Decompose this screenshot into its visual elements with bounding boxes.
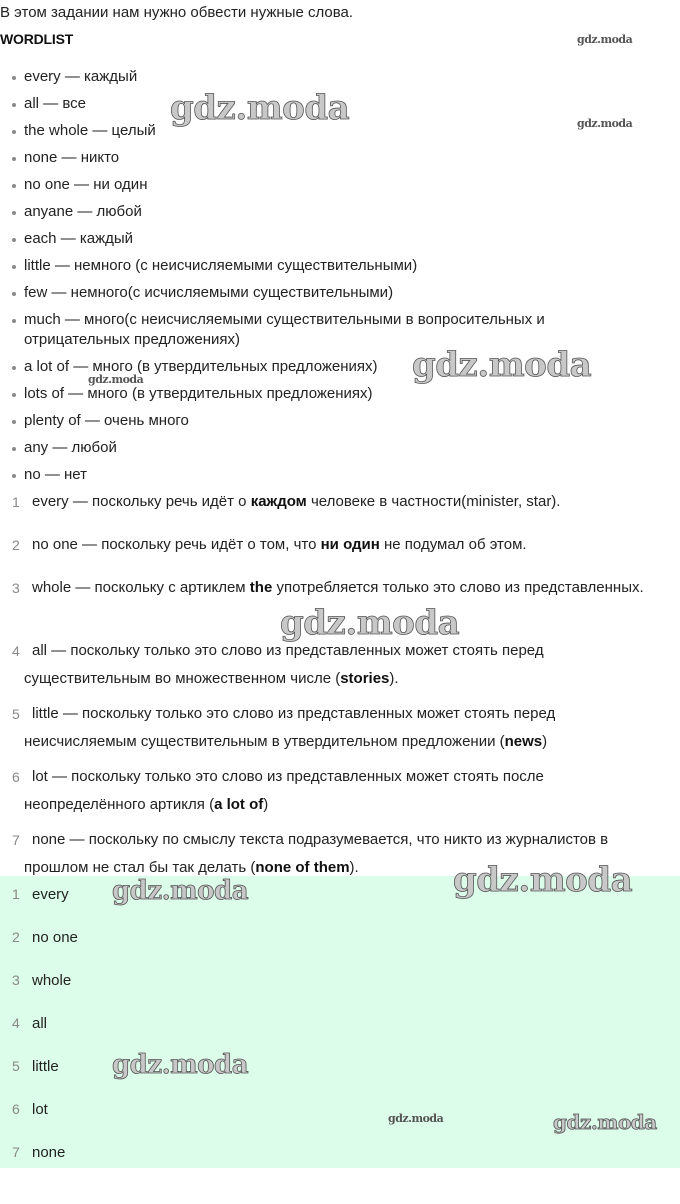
bullet-icon [12,211,16,215]
watermark: gdz.moda [453,860,633,900]
wordlist-item: all — все [12,94,622,114]
wordlist-item: anyane — любой [12,202,622,222]
bullet-icon [12,292,16,296]
wordlist-item: few — немного(с исчисляемыми существительными) [12,283,622,303]
watermark: gdz.moda [577,117,633,130]
wordlist-item: lots of — много (в утвердительных предложениях) [12,384,622,404]
wordlist-item: any — любой [12,438,622,458]
watermark: gdz.moda [112,1050,249,1080]
explanation-item: 5 little — поскольку только это слово из представленных может стоять перед неисчисляемым существительным в утвердительном предложении (news) [12,705,556,750]
explanation-item: 1 every — поскольку речь идёт о каждом человеке в частности(minister, star). [12,493,561,510]
bullet-icon [12,157,16,161]
wordlist-item: no one — ни один [12,175,622,195]
wordlist-item: each — каждый [12,229,622,249]
wordlist-item: much — много(с неисчисляемыми существительными в вопросительных и отрицательных предложениях) [12,310,622,350]
wordlist-item: no — нет [12,465,622,485]
explanation-item: 2 no one — поскольку речь идёт о том, что ни один не подумал об этом. [12,536,527,553]
bullet-icon [12,474,16,478]
wordlist-item: every — каждый [12,67,622,87]
wordlist-item: a lot of — много (в утвердительных предложениях) [12,357,622,377]
watermark: gdz.moda [170,88,350,128]
wordlist-item: the whole — целый [12,121,622,141]
wordlist-item: little — немного (с неисчисляемыми существительными) [12,256,622,276]
watermark: gdz.moda [280,603,460,643]
watermark: gdz.moda [577,33,633,46]
bullet-icon [12,447,16,451]
bullet-icon [12,130,16,134]
bullet-icon [12,103,16,107]
wordlist-title: WORDLIST [0,31,74,47]
explanation-item: 7 none — поскольку по смыслу текста подразумевается, что никто из журналистов в прошлом не стал бы так делать (none of them). [12,831,609,876]
intro-text: В этом задании нам нужно обвести нужные слова. [0,4,354,21]
watermark: gdz.moda [88,373,144,386]
watermark: gdz.moda [388,1112,444,1125]
bullet-icon [12,265,16,269]
explanation-item: 4 all — поскольку только это слово из представленных может стоять перед существительным во множественном числе (stories). [12,642,544,687]
bullet-icon [12,76,16,80]
wordlist-item: none — никто [12,148,622,168]
explanation-item: 3 whole — поскольку с артиклем the употребляется только это слово из представленных. [12,579,644,596]
watermark: gdz.moda [112,876,249,906]
answers-block: 1 every 2 no one 3 whole 4 all 5 little 6 lot 7 none [0,876,680,1168]
bullet-icon [12,366,16,370]
bullet-icon [12,420,16,424]
bullet-icon [12,319,16,323]
bullet-icon [12,238,16,242]
watermark: gdz.moda [553,1110,657,1134]
bullet-icon [12,393,16,397]
bullet-icon [12,184,16,188]
explanation-item: 6 lot — поскольку только это слово из представленных может стоять после неопределённого артикля (a lot of) [12,768,544,813]
watermark: gdz.moda [412,345,592,385]
wordlist-item: plenty of — очень много [12,411,622,431]
